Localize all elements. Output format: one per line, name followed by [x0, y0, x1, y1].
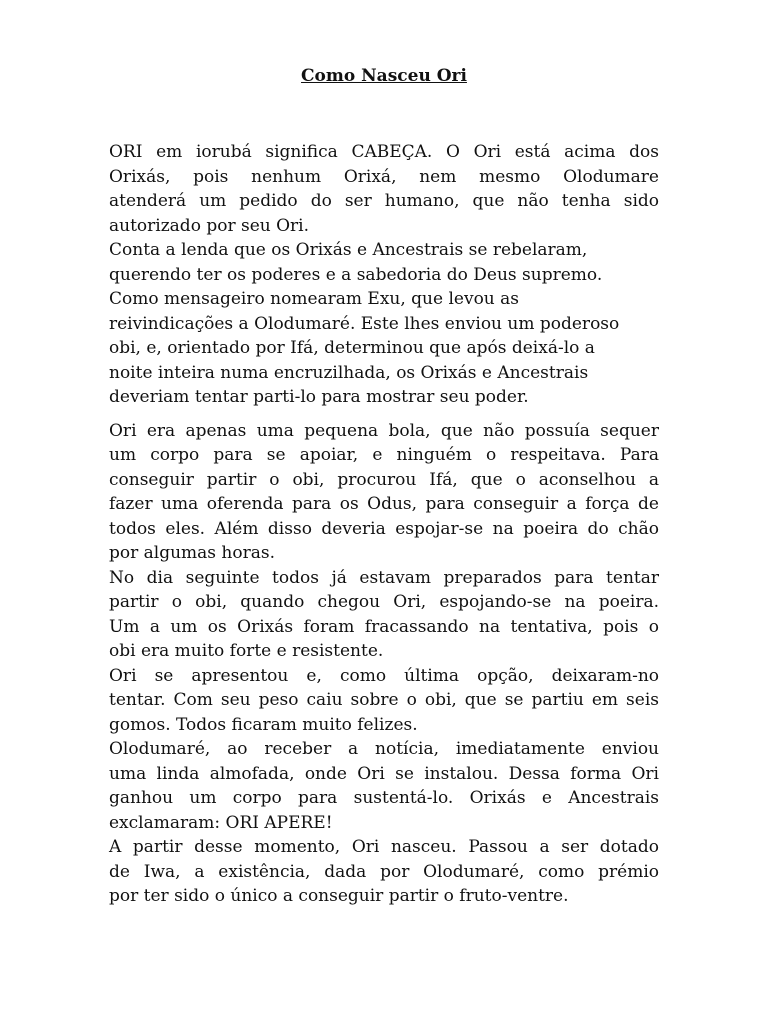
- text-line: atenderá um pedido do ser humano, que não tenha sido: [109, 191, 659, 211]
- text-line: por ter sido o único a conseguir partir o fruto-ventre.: [109, 886, 569, 906]
- text-line: Como mensageiro nomearam Exu, que levou as: [109, 289, 520, 309]
- text-line: por algumas horas.: [109, 543, 276, 563]
- text-line: de Iwa, a existência, dada por Olodumaré, como prémio: [109, 861, 659, 882]
- paragraph: [109, 737, 659, 835]
- paragraph: [109, 566, 659, 664]
- text-line: tentar. Com seu peso caiu sobre o obi, que se partiu em seis: [109, 690, 659, 710]
- text-line: Conta a lenda que os Orixás e Ancestrais se rebelaram,: [109, 240, 588, 260]
- text-line: todos eles. Além disso deveria espojar-se na poeira do chão: [109, 518, 659, 539]
- text-line: A partir desse momento, Ori nasceu. Passou a ser dotado: [109, 837, 659, 857]
- document-page: [109, 64, 659, 909]
- text-line: conseguir partir o obi, procurou Ifá, que o aconselhou a: [109, 469, 659, 490]
- paragraph: [109, 835, 659, 909]
- text-line: deveriam tentar parti-lo para mostrar seu poder.: [109, 387, 529, 407]
- text-line: partir o obi, quando chegou Ori, espojando-se na poeira.: [109, 592, 659, 612]
- text-line: Olodumaré, ao receber a notícia, imediatamente enviou: [109, 739, 659, 759]
- text-line: um corpo para se apoiar, e ninguém o respeitava. Para: [109, 445, 659, 465]
- paragraph: [109, 238, 659, 410]
- text-line: querendo ter os poderes e a sabedoria do Deus supremo.: [109, 264, 603, 285]
- document-title: Como Nasceu Ori: [301, 66, 467, 86]
- text-line: obi era muito forte e resistente.: [109, 641, 384, 661]
- paragraph: [109, 664, 659, 738]
- text-line: noite inteira numa encruzilhada, os Orixás e Ancestrais: [109, 362, 589, 383]
- paragraph: [109, 419, 659, 566]
- text-line: gomos. Todos ficaram muito felizes.: [109, 714, 418, 735]
- text-line: Ori era apenas uma pequena bola, que não possuía sequer: [109, 420, 659, 441]
- text-line: ganhou um corpo para sustentá-lo. Orixás e Ancestrais: [109, 788, 659, 808]
- text-line: autorizado por seu Ori.: [109, 215, 310, 236]
- text-line: uma linda almofada, onde Ori se instalou. Dessa forma Ori: [109, 763, 659, 784]
- text-line: ORI em iorubá significa CABEÇA. O Ori está acima dos: [109, 142, 659, 162]
- text-line: exclamaram: ORI APERE!: [109, 812, 333, 833]
- text-line: fazer uma oferenda para os Odus, para conseguir a força de: [109, 494, 659, 514]
- paragraph: [109, 140, 659, 238]
- text-line: Ori se apresentou e, como última opção, deixaram-no: [109, 665, 659, 686]
- text-line: No dia seguinte todos já estavam preparados para tentar: [109, 567, 659, 588]
- text-line: Um a um os Orixás foram fracassando na tentativa, pois o: [109, 616, 659, 637]
- text-line: Orixás, pois nenhum Orixá, nem mesmo Olodumare: [109, 166, 659, 187]
- text-line: obi, e, orientado por Ifá, determinou que após deixá-lo a: [109, 338, 595, 358]
- text-line: reivindicações a Olodumaré. Este lhes enviou um poderoso: [109, 313, 620, 334]
